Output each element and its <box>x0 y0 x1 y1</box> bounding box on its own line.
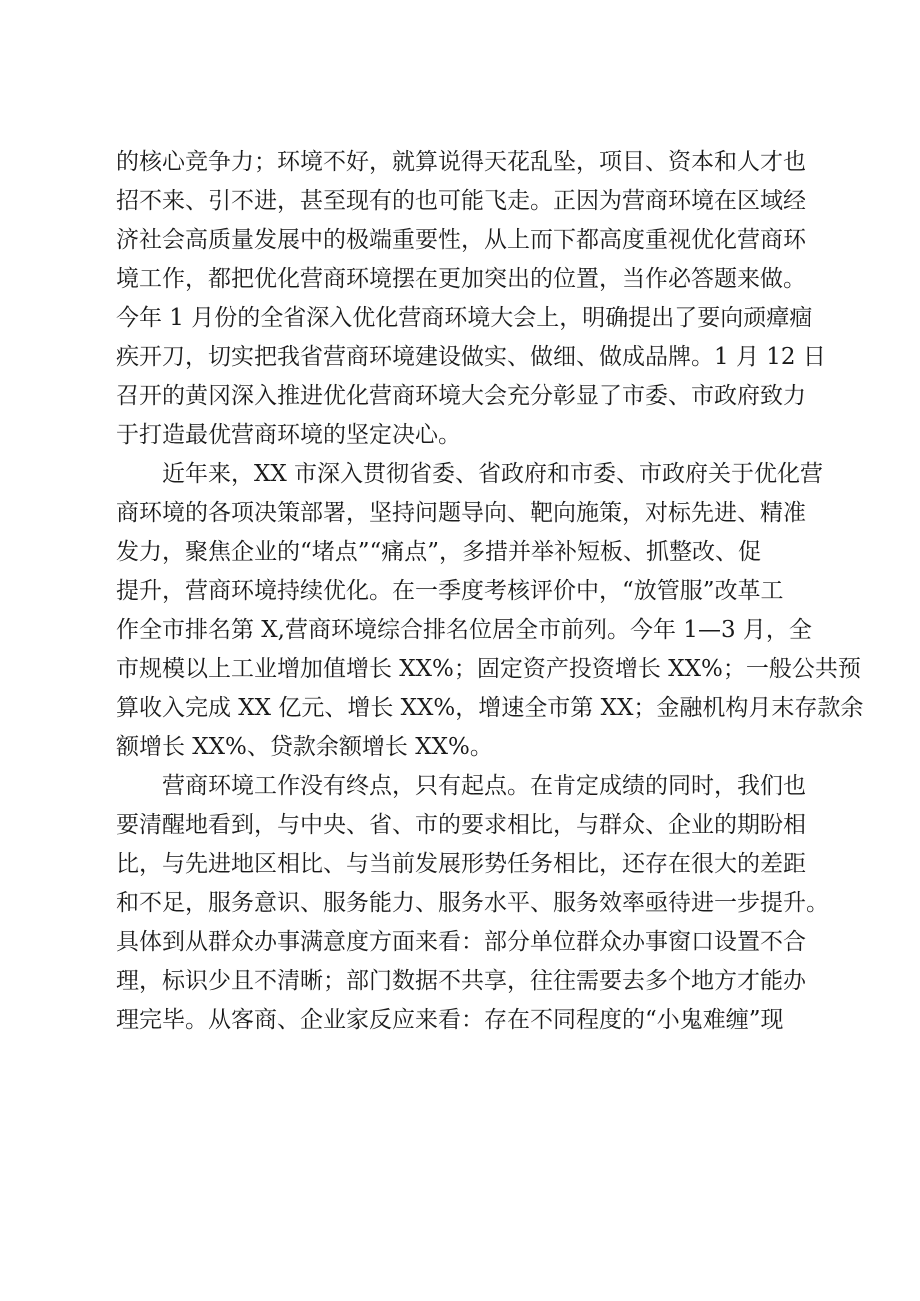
text-line: 营商环境工作没有终点，只有起点。在肯定成绩的同时，我们也 <box>162 773 806 799</box>
text-line: 具体到从群众办事满意度方面来看：部分单位群众办事窗口设置不合 <box>116 929 806 955</box>
paragraph-3 <box>116 767 829 1040</box>
text-line: 境工作，都把优化营商环境摆在更加突出的位置，当作必答题来做。 <box>116 266 806 292</box>
text-line: 疾开刀，切实把我省营商环境建设做实、做细、做成品牌。1 月 12 日 <box>116 344 826 370</box>
text-line: 提升，营商环境持续优化。在一季度考核评价中，“放管服”改革工 <box>116 578 784 604</box>
text-line: 理，标识少且不清晰；部门数据不共享，往往需要去多个地方才能办 <box>116 968 806 994</box>
text-line: 的核心竞争力；环境不好，就算说得天花乱坠，项目、资本和人才也 <box>116 149 806 175</box>
text-line: 发力，聚焦企业的“堵点”“痛点”，多措并举补短板、抓整改、促 <box>116 539 762 565</box>
paragraph-2 <box>116 455 864 767</box>
text-line: 于打造最优营商环境的坚定决心。 <box>116 422 461 448</box>
text-line: 算收入完成 XX 亿元、增长 XX%，增速全市第 XX；金融机构月末存款余 <box>116 695 864 721</box>
text-line: 招不来、引不进，甚至现有的也可能飞走。正因为营商环境在区域经 <box>116 188 806 214</box>
text-line: 理完毕。从客商、企业家反应来看：存在不同程度的“小鬼难缠”现 <box>116 1007 784 1033</box>
paragraph-1 <box>116 143 826 455</box>
document-body <box>116 143 864 1040</box>
text-line: 比，与先进地区相比、与当前发展形势任务相比，还存在很大的差距 <box>116 851 806 877</box>
text-line: 召开的黄冈深入推进优化营商环境大会充分彰显了市委、市政府致力 <box>116 383 806 409</box>
text-line: 要清醒地看到，与中央、省、市的要求相比，与群众、企业的期盼相 <box>116 812 806 838</box>
text-line: 作全市排名第 X,营商环境综合排名位居全市前列。今年 1—3 月，全 <box>116 617 812 643</box>
text-line: 市规模以上工业增加值增长 XX%；固定资产投资增长 XX%；一般公共预 <box>116 656 861 682</box>
text-line: 今年 1 月份的全省深入优化营商环境大会上，明确提出了要向顽瘴痼 <box>116 305 813 331</box>
text-line: 和不足，服务意识、服务能力、服务水平、服务效率亟待进一步提升。 <box>116 890 829 916</box>
text-line: 额增长 XX%、贷款余额增长 XX%。 <box>116 734 493 760</box>
text-line: 济社会高质量发展中的极端重要性，从上而下都高度重视优化营商环 <box>116 227 806 253</box>
text-line: 近年来，XX 市深入贯彻省委、省政府和市委、市政府关于优化营 <box>162 461 824 487</box>
text-line: 商环境的各项决策部署，坚持问题导向、靶向施策，对标先进、精准 <box>116 500 806 526</box>
